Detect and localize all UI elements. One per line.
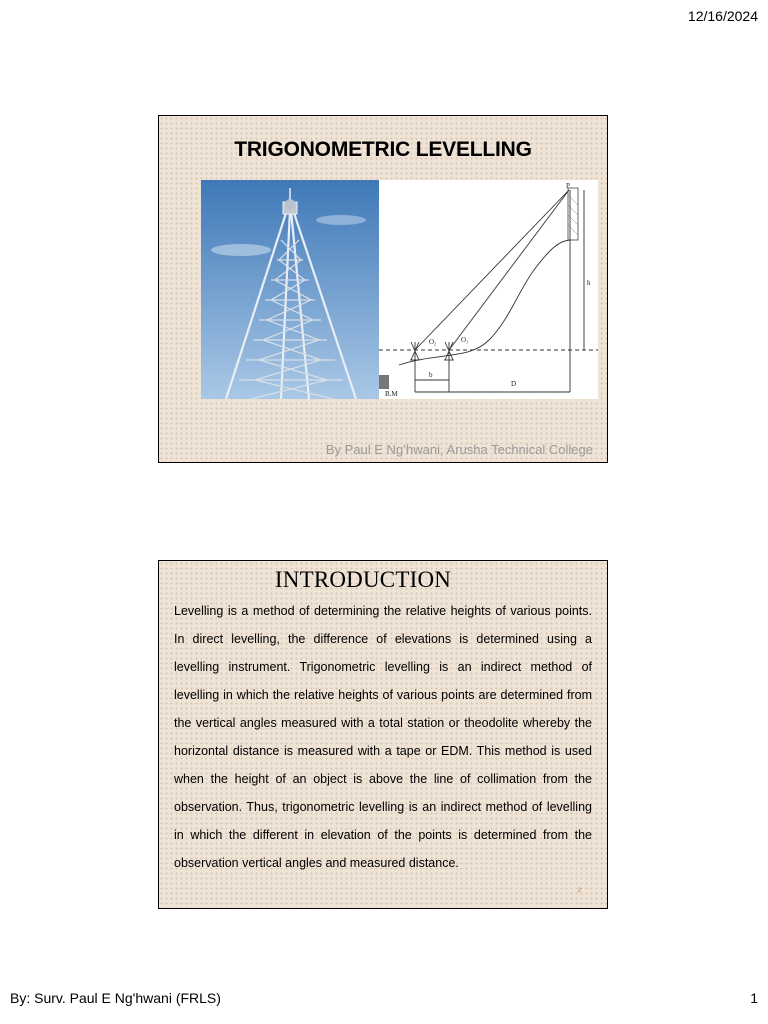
label-o1: O₁ bbox=[461, 336, 469, 344]
tower-photo bbox=[201, 180, 379, 399]
page-date: 12/16/2024 bbox=[687, 8, 758, 24]
label-h: h bbox=[587, 279, 591, 287]
trig-levelling-diagram bbox=[379, 180, 598, 399]
label-b: b bbox=[429, 371, 433, 379]
slide-1-title: TRIGONOMETRIC LEVELLING bbox=[234, 138, 532, 161]
label-p: P bbox=[566, 182, 570, 190]
slide-2 bbox=[158, 560, 608, 909]
footer-author: By: Surv. Paul E Ng'hwani (FRLS) bbox=[10, 990, 221, 1006]
slide-1-credit: By Paul E Ng’hwani, Arusha Technical College bbox=[325, 442, 593, 457]
slide-number: 2 bbox=[577, 888, 581, 894]
trig-levelling-diagram-image bbox=[379, 180, 598, 399]
slide-2-body-text: Levelling is a method of determining the relative heights of various points. In direct levelling, the difference of elevations is determined using a levelling instrument. Trigonometric levelling is an indirect method of levelling in which the relative heights of various points are determined from the vertical angles measured with a total station or theodolite whereby the horizontal distance is measured with a tape or EDM. This method is used when the height of an object is above the line of collimation from the observation. Thus, trigonometric levelling is an indirect method of levelling in which the different in elevation of the points is determined from the observation vertical angles and measured distance. bbox=[174, 604, 592, 870]
label-bm: B.M bbox=[385, 390, 398, 398]
footer-page-number: 1 bbox=[750, 990, 758, 1006]
label-o2: O₂ bbox=[429, 338, 437, 346]
slide-1 bbox=[158, 115, 608, 463]
tower-photo-image bbox=[201, 180, 379, 399]
slide-2-title: INTRODUCTION bbox=[274, 567, 452, 592]
label-d: D bbox=[511, 380, 517, 388]
